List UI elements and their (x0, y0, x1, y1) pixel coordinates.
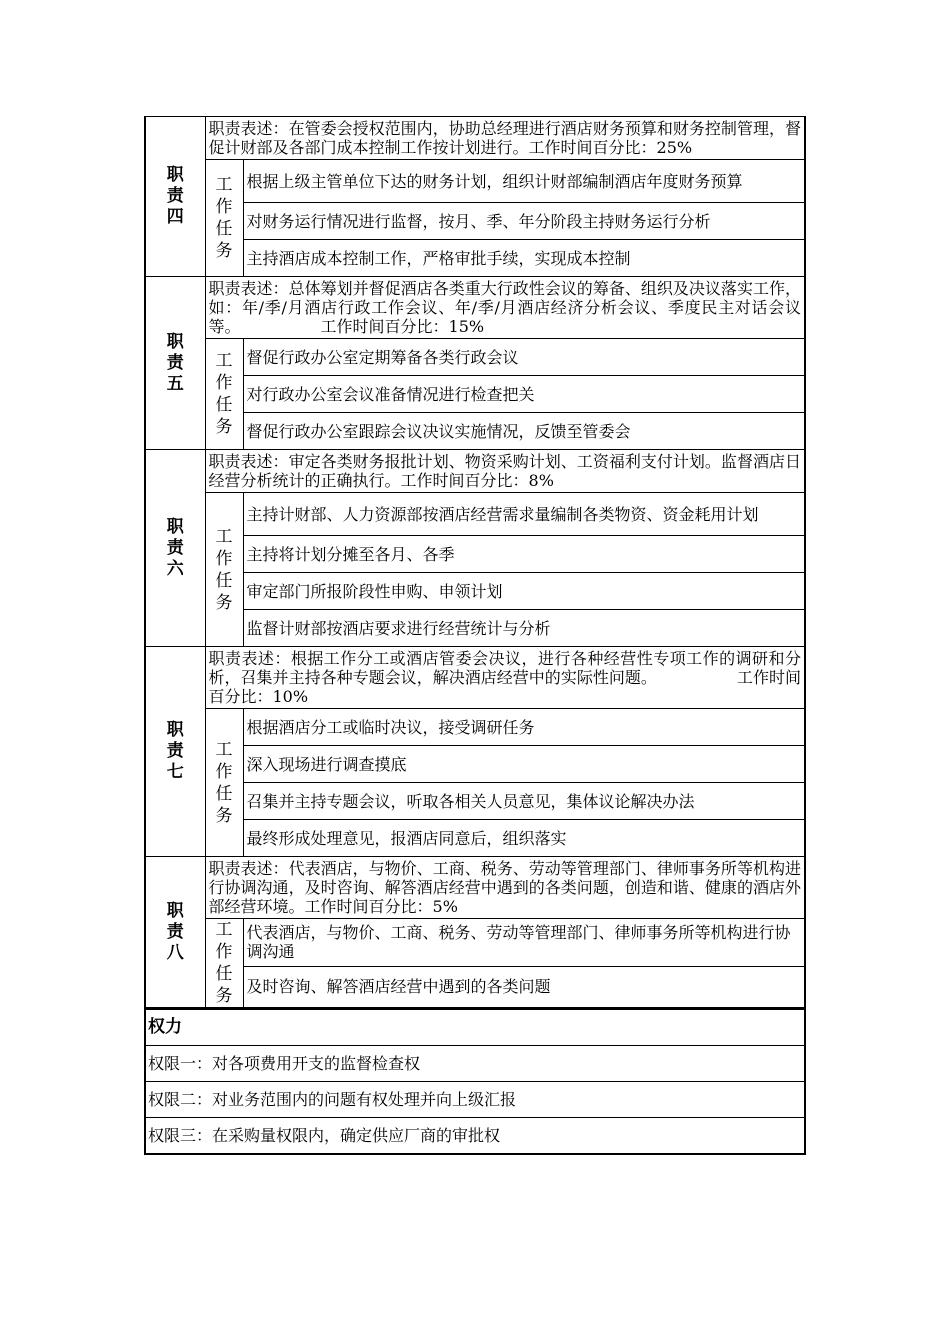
work-tasks-label-char: 作 (215, 548, 233, 569)
work-tasks-label-char: 作 (215, 942, 233, 962)
work-tasks-label (205, 339, 243, 450)
work-tasks-label-char: 作 (215, 761, 233, 782)
work-tasks-label-char: 工 (215, 526, 233, 547)
power-item: 权限三：在采购量权限内，确定供应厂商的审批权 (145, 1118, 805, 1155)
work-tasks-label (205, 709, 243, 857)
work-tasks-label-char: 任 (215, 783, 233, 804)
powers-title: 权力 (145, 1009, 805, 1046)
duty-heading-char: 责 (166, 537, 184, 558)
duty-heading-char: 责 (166, 741, 184, 761)
work-tasks-label (205, 919, 243, 1008)
work-tasks-label-char: 任 (215, 570, 233, 591)
work-tasks-label-char: 工 (215, 175, 233, 195)
document-page (144, 116, 806, 1155)
duty-heading-char: 五 (166, 373, 184, 394)
duty-heading-char: 责 (166, 186, 184, 206)
duty-description-text: 职责表述：代表酒店，与物价、工商、税务、劳动等管理部门、律师事务所等机构进行协调沟通，及时咨询、解答酒店经营中遇到的各类问题，创造和谐、健康的酒店外部经营环境。 (208, 859, 801, 916)
duty-heading-char: 职 (166, 720, 184, 740)
work-task-item: 督促行政办公室定期筹备各类行政会议 (243, 339, 805, 376)
powers-table (144, 1008, 806, 1155)
work-tasks-label-char: 任 (215, 964, 233, 984)
work-time-percent: 工作时间百分比：8% (400, 471, 554, 490)
work-tasks-label-char: 务 (215, 417, 233, 437)
work-tasks-label-char: 务 (215, 592, 233, 613)
work-time-percent: 工作时间百分比：15% (320, 317, 485, 336)
work-task-item: 对财务运行情况进行监督，按月、季、年分阶段主持财务运行分析 (243, 203, 805, 240)
work-tasks-label-char: 工 (215, 351, 233, 371)
work-tasks-label (205, 160, 243, 277)
work-task-item: 监督计财部按酒店要求进行经营统计与分析 (243, 610, 805, 647)
duty-description (205, 450, 805, 493)
duty-description (205, 117, 805, 160)
work-task-item: 督促行政办公室跟踪会议决议实施情况，反馈至管委会 (243, 413, 805, 450)
work-task-item: 最终形成处理意见，报酒店同意后，组织落实 (243, 820, 805, 857)
work-tasks-label-char: 作 (215, 197, 233, 217)
work-task-item: 主持计财部、人力资源部按酒店经营需求量编制各类物资、资金耗用计划 (243, 493, 805, 536)
work-task-item: 根据上级主管单位下达的财务计划，组织计财部编制酒店年度财务预算 (243, 160, 805, 203)
duty-description (205, 277, 805, 339)
duty-heading (145, 450, 205, 647)
duty-heading-char: 职 (166, 331, 184, 352)
work-time-percent: 工作时间百分比：25% (528, 138, 693, 157)
work-task-item: 审定部门所报阶段性申购、申领计划 (243, 573, 805, 610)
duty-description-text: 职责表述：根据工作分工或酒店管委会决议，进行各种经营性专项工作的调研和分析，召集并主持各种专题会议，解决酒店经营中的实际性问题。 (208, 649, 801, 687)
duty-description (205, 857, 805, 919)
duty-description-text: 职责表述：总体筹划并督促酒店各类重大行政性会议的筹备、组织及决议落实工作，如：年/季/月酒店行政工作会议、年/季/月酒店经济分析会议、季度民主对话会议等。 (208, 279, 801, 336)
duty-heading-char: 职 (166, 516, 184, 537)
work-task-item: 对行政办公室会议准备情况进行检查把关 (243, 376, 805, 413)
power-item: 权限一：对各项费用开支的监督检查权 (145, 1046, 805, 1082)
duty-description-text: 职责表述：在管委会授权范围内，协助总经理进行酒店财务预算和财务控制管理，督促计财部及各部门成本控制工作按计划进行。 (208, 119, 801, 157)
work-task-item: 召集并主持专题会议，听取各相关人员意见，集体议论解决办法 (243, 783, 805, 820)
work-tasks-label-char: 务 (215, 241, 233, 261)
duty-heading (145, 277, 205, 450)
duty-heading-char: 六 (166, 558, 184, 579)
duties-table (144, 116, 806, 1008)
duty-heading (145, 117, 205, 277)
duty-heading (145, 857, 205, 1008)
work-task-item: 及时咨询、解答酒店经营中遇到的各类问题 (243, 966, 805, 1007)
work-tasks-label-char: 作 (215, 373, 233, 393)
work-tasks-label-char: 工 (215, 739, 233, 760)
work-tasks-label (205, 493, 243, 647)
duty-heading-char: 职 (166, 165, 184, 185)
work-tasks-label-char: 任 (215, 219, 233, 239)
duty-heading (145, 647, 205, 857)
work-tasks-label-char: 务 (215, 986, 233, 1006)
work-task-item: 代表酒店，与物价、工商、税务、劳动等管理部门、律师事务所等机构进行协调沟通 (243, 919, 805, 967)
duty-heading-char: 责 (166, 921, 184, 942)
duty-heading-char: 七 (166, 762, 184, 782)
duty-heading-char: 四 (166, 207, 184, 227)
work-task-item: 主持将计划分摊至各月、各季 (243, 536, 805, 573)
work-time-percent: 工作时间百分比：10% (208, 668, 801, 706)
work-time-percent: 工作时间百分比：5% (304, 897, 458, 916)
work-task-item: 深入现场进行调查摸底 (243, 746, 805, 783)
duty-description-text: 职责表述：审定各类财务报批计划、物资采购计划、工资福利支付计划。监督酒店日经营分析统计的正确执行。 (208, 452, 801, 490)
duty-heading-char: 责 (166, 352, 184, 373)
duty-description (205, 647, 805, 709)
work-tasks-label-char: 务 (215, 805, 233, 826)
work-task-item: 主持酒店成本控制工作，严格审批手续，实现成本控制 (243, 240, 805, 277)
duty-heading-char: 职 (166, 900, 184, 921)
work-task-item: 根据酒店分工或临时决议，接受调研任务 (243, 709, 805, 746)
work-tasks-label-char: 任 (215, 395, 233, 415)
work-tasks-label-char: 工 (215, 920, 233, 940)
duty-heading-char: 八 (166, 942, 184, 963)
power-item: 权限二：对业务范围内的问题有权处理并向上级汇报 (145, 1082, 805, 1118)
